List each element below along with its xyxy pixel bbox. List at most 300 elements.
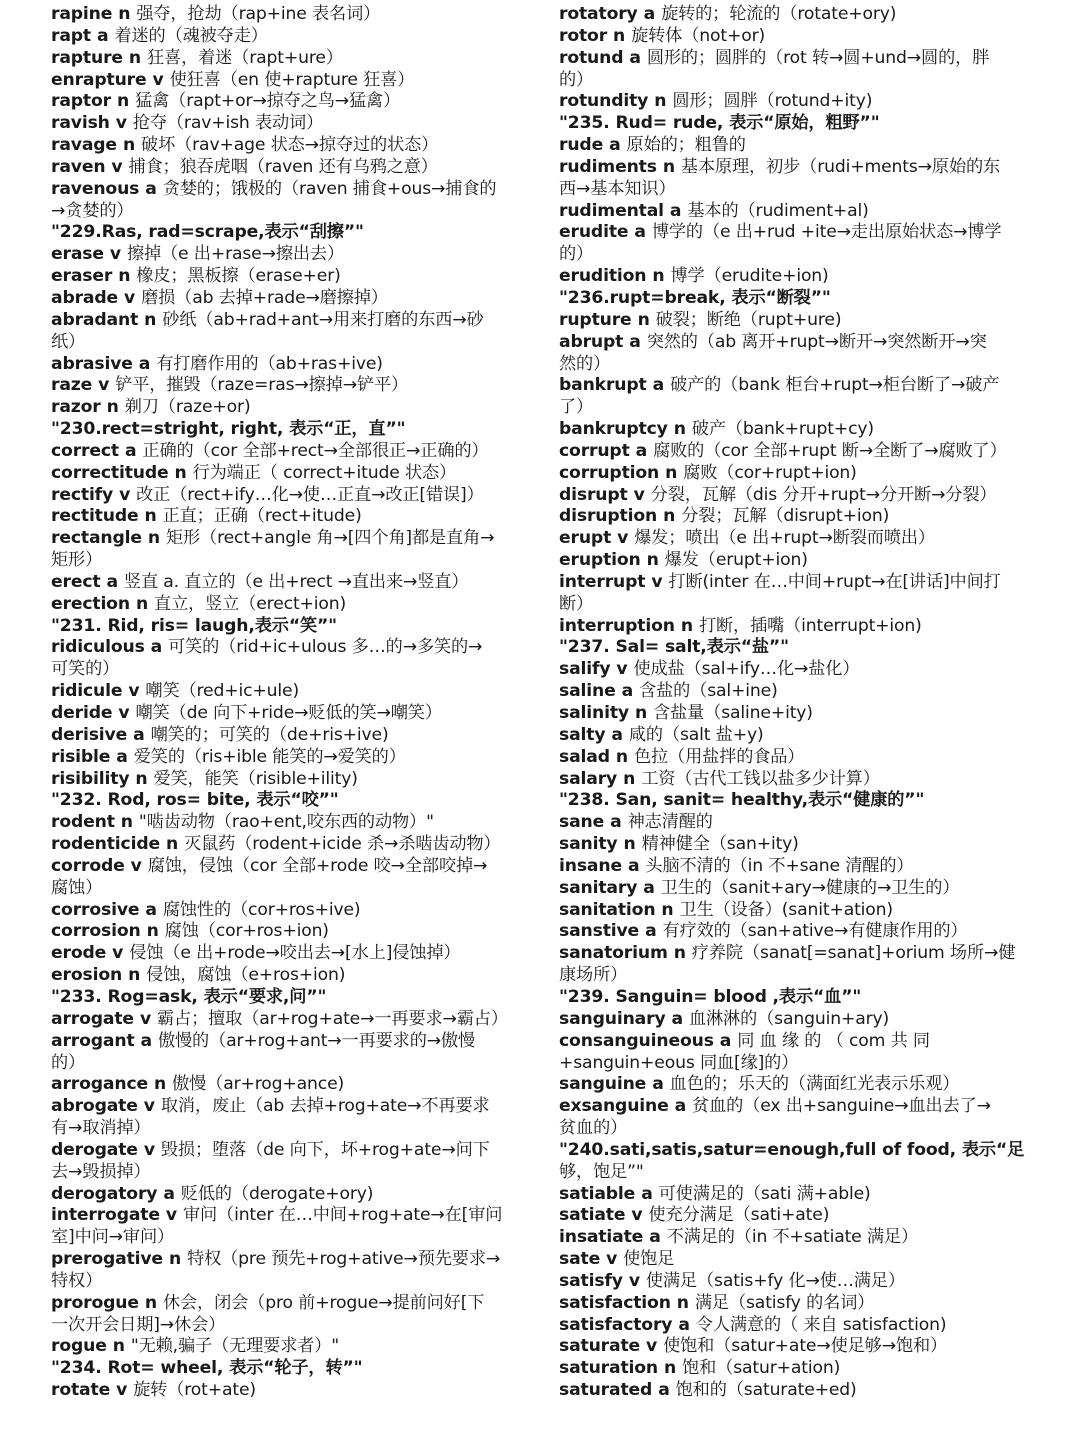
- vocab-entry: [559, 834, 1033, 856]
- headword: derisive: [51, 724, 128, 745]
- part-of-speech: v: [152, 69, 164, 90]
- definition: 使满足（satis+fy 化→使…满足）: [645, 1270, 905, 1291]
- part-of-speech: v: [128, 681, 140, 702]
- definition: 咸的（salt 盐+y): [628, 724, 764, 745]
- part-of-speech: n: [146, 921, 159, 942]
- continuation-text: 康场所）: [559, 965, 628, 986]
- root-heading-text: "231. Rid, ris= laugh,表示“笑”": [51, 615, 337, 636]
- definition: 磨损（ab 去掉+rade→磨擦掉）: [141, 287, 388, 308]
- vocab-entry: [51, 747, 525, 769]
- vocab-entry: [559, 310, 1033, 332]
- headword: salinity: [559, 703, 629, 723]
- vocab-entry: [51, 943, 525, 965]
- vocab-entry: [51, 135, 525, 157]
- definition: 行为端正（ correct+itude 状态）: [192, 462, 457, 483]
- headword: abrade: [51, 287, 119, 308]
- part-of-speech: a: [678, 1314, 690, 1335]
- root-heading: [51, 790, 525, 812]
- part-of-speech: n: [147, 528, 160, 549]
- headword: sanatorium: [559, 943, 668, 964]
- root-heading-text: "234. Rot= wheel, 表示“轮子，转”": [51, 1358, 363, 1379]
- vocab-entry: [559, 1293, 1033, 1315]
- part-of-speech: v: [143, 1139, 155, 1160]
- definition: 着迷的（魂被夺走）: [114, 25, 268, 46]
- headword: risible: [51, 746, 111, 767]
- headword: correctitude: [51, 462, 169, 483]
- part-of-speech: a: [669, 200, 682, 221]
- definition: 爆发；喷出（e 出+rupt→断裂而喷出）: [634, 528, 935, 549]
- vocab-entry: [51, 1205, 525, 1227]
- definition: 有疗效的（san+ative→有健康作用的）: [662, 921, 968, 942]
- vocab-entry: [51, 1074, 525, 1096]
- definition: 圆形的；圆胖的（rot 转→圆+und→圆的，胖: [646, 47, 990, 68]
- definition: 突然的（ab 离开+rupt→断开→突然断开→突: [646, 331, 987, 352]
- definition-continuation: [559, 397, 1033, 419]
- vocab-entry: [51, 594, 525, 616]
- definition: 傲慢（ar+rog+ance): [172, 1074, 345, 1095]
- headword: rapture: [51, 47, 123, 68]
- vocab-entry: [51, 834, 525, 856]
- headword: corrosive: [51, 899, 140, 920]
- headword: saturation: [559, 1358, 659, 1379]
- vocab-entry: [559, 878, 1033, 900]
- definition: 嘲笑（de 向下+ride→贬低的笑→嘲笑）: [135, 703, 442, 723]
- definition: 卫生的（sanit+ary→健康的→卫生的）: [660, 877, 960, 898]
- headword: ravage: [51, 135, 117, 156]
- definition: 破坏（rav+age 状态→掠夺过的状态）: [141, 135, 439, 156]
- continuation-text: +sanguin+eous 同血[缘]的）: [559, 1052, 799, 1073]
- headword: disrupt: [559, 484, 628, 505]
- definition-continuation: [559, 70, 1033, 92]
- definition: "啮齿动物（rao+ent,咬东西的动物）": [138, 812, 434, 833]
- root-heading-text: "233. Rog=ask, 表示“要求,问”": [51, 986, 327, 1007]
- part-of-speech: v: [651, 571, 663, 592]
- definition: 贫血的（ex 出+sanguine→血出去了→: [692, 1096, 991, 1117]
- vocab-entry: [51, 637, 525, 659]
- definition: 腐败（cor+rupt+ion): [683, 462, 857, 483]
- part-of-speech: n: [174, 462, 187, 483]
- continuation-text: 腐蚀）: [51, 877, 103, 898]
- vocab-entry: [559, 266, 1033, 288]
- headword: erupt: [559, 528, 612, 549]
- definition: 卫生（设备）(sanit+ation): [679, 899, 893, 920]
- definition: 打断(inter 在…中间+rupt→在[讲话]中间打: [668, 571, 1001, 592]
- vocab-entry: [51, 244, 525, 266]
- definition: 贬低的（derogate+ory): [180, 1183, 374, 1204]
- definition: 基本原理，初步（rudi+ments→原始的东: [680, 156, 1001, 177]
- definition: 嘲笑（red+ic+ule): [145, 681, 300, 702]
- headword: erosion: [51, 965, 123, 986]
- definition: 侵蚀，腐蚀（e+ros+ion): [146, 965, 346, 986]
- part-of-speech: v: [109, 244, 121, 265]
- definition: 博学的（e 出+rud +ite→走出原始状态→博学: [651, 222, 1002, 243]
- vocab-entry: [51, 725, 525, 747]
- part-of-speech: n: [168, 1249, 182, 1270]
- vocab-entry: [559, 1336, 1033, 1358]
- vocab-entry: [559, 332, 1033, 354]
- part-of-speech: n: [122, 135, 136, 156]
- continuation-text: 纸）: [51, 331, 86, 352]
- part-of-speech: v: [124, 287, 136, 308]
- part-of-speech: a: [645, 921, 657, 942]
- definition: 神志清醒的: [627, 812, 713, 833]
- vocab-entry: [51, 1184, 525, 1206]
- right-column: [559, 4, 1033, 1402]
- root-heading: [559, 637, 1033, 659]
- headword: eruption: [559, 550, 641, 571]
- definition: 旋转体（not+or): [631, 25, 766, 46]
- definition: 精神健全（san+ity): [641, 834, 799, 855]
- root-heading: [51, 419, 525, 441]
- part-of-speech: v: [165, 1205, 177, 1226]
- definition-continuation: [559, 965, 1033, 987]
- root-heading-text: "235. Rud= rude, 表示“原始，粗野”": [559, 113, 880, 134]
- part-of-speech: a: [106, 571, 118, 592]
- part-of-speech: a: [674, 1096, 687, 1117]
- definition: 血淋淋的（sanguin+ary): [688, 1008, 890, 1029]
- continuation-text: 然的）: [559, 353, 611, 374]
- left-column: [51, 4, 525, 1402]
- vocab-entry: [559, 528, 1033, 550]
- headword: correct: [51, 440, 119, 461]
- definition: 霸占；擅取（ar+rog+ate→一再要求→霸占）: [157, 1008, 508, 1029]
- definition-continuation: [51, 878, 525, 900]
- part-of-speech: n: [680, 615, 693, 636]
- definition: 橡皮；黑板擦（erase+er): [136, 266, 341, 287]
- definition-continuation: [51, 1053, 525, 1075]
- vocab-entry: [559, 201, 1033, 223]
- headword: salify: [559, 659, 611, 680]
- definition: 爆发（erupt+ion): [664, 550, 808, 571]
- definition: 休会，闭会（pro 前+rogue→提前问好[下: [162, 1292, 485, 1313]
- vocab-entry: [51, 48, 525, 70]
- part-of-speech: n: [676, 1292, 689, 1313]
- part-of-speech: v: [616, 659, 628, 680]
- part-of-speech: n: [623, 834, 636, 855]
- vocab-entry: [51, 812, 525, 834]
- definition: 同 血 缘 的 （ com 共 同: [737, 1030, 930, 1051]
- vocab-entry: [51, 900, 525, 922]
- part-of-speech: a: [634, 222, 646, 243]
- continuation-text: 去→毁损掉）: [51, 1161, 151, 1182]
- headword: rotor: [559, 25, 608, 46]
- headword: sanguinary: [559, 1008, 666, 1029]
- vocab-entry: [559, 812, 1033, 834]
- root-heading: [559, 288, 1033, 310]
- definition: 基本的（rudiment+al): [687, 200, 869, 221]
- headword: sanguine: [559, 1074, 647, 1095]
- root-heading: [51, 1358, 525, 1380]
- definition: 饱和（satur+ation): [682, 1358, 841, 1379]
- headword: raze: [51, 375, 93, 396]
- definition: 砂纸（ab+rad+ant→用来打磨的东西→砂: [162, 309, 484, 330]
- vocab-entry: [51, 1249, 525, 1271]
- headword: rupture: [559, 309, 632, 330]
- headword: satiate: [559, 1205, 626, 1226]
- root-heading-text: "236.rupt=break, 表示“断裂”": [559, 287, 831, 308]
- vocab-entry: [559, 1315, 1033, 1337]
- part-of-speech: a: [145, 178, 157, 199]
- headword: rotatory: [559, 4, 638, 24]
- continuation-text: 西→基本知识）: [559, 178, 676, 199]
- definition-continuation: [51, 1118, 525, 1140]
- part-of-speech: a: [145, 899, 157, 920]
- vocab-entry: [559, 4, 1033, 26]
- headword: prorogue: [51, 1292, 139, 1313]
- headword: raven: [51, 156, 106, 177]
- part-of-speech: n: [135, 593, 149, 614]
- vocab-entry: [559, 1184, 1033, 1206]
- definition-continuation: [559, 179, 1033, 201]
- part-of-speech: n: [654, 91, 667, 112]
- vocab-entry: [559, 1249, 1033, 1271]
- vocab-entry: [51, 769, 525, 791]
- definition: 有打磨作用的（ab+ras+ive): [156, 353, 383, 374]
- vocab-entry: [559, 26, 1033, 48]
- definition: 工资（古代工钱以盐多少计算）: [641, 768, 880, 789]
- part-of-speech: n: [652, 266, 665, 287]
- definition: 色拉（用盐拌的食品）: [633, 746, 805, 767]
- definition-continuation: [51, 1271, 525, 1293]
- root-heading: [51, 222, 525, 244]
- part-of-speech: n: [646, 550, 659, 571]
- vocab-entry: [51, 485, 525, 507]
- headword: corruption: [559, 462, 660, 483]
- part-of-speech: a: [627, 855, 640, 876]
- continuation-text: →贪婪的）: [51, 200, 134, 221]
- vocab-entry: [559, 659, 1033, 681]
- headword: ravish: [51, 113, 110, 134]
- headword: rodent: [51, 812, 115, 833]
- part-of-speech: a: [97, 25, 109, 46]
- root-heading: [559, 113, 1033, 135]
- vocab-entry: [559, 550, 1033, 572]
- part-of-speech: v: [646, 1336, 658, 1357]
- definition: 可使满足的（sati 满+able): [658, 1183, 871, 1204]
- definition: 毁损；堕落（de 向下，坏+rog+ate→问下: [160, 1139, 490, 1160]
- definition-continuation: [51, 550, 525, 572]
- continuation-text: 矩形）: [51, 550, 103, 571]
- vocab-entry: [559, 419, 1033, 441]
- definition-continuation: [51, 201, 525, 223]
- vocab-entry: [559, 441, 1033, 463]
- vocab-entry: [559, 1074, 1033, 1096]
- definition: 可笑的（rid+ic+ulous 多…的→多笑的→: [168, 637, 483, 658]
- definition: 不满足的（in 不+satiate 满足）: [666, 1227, 919, 1248]
- vocab-entry: [559, 506, 1033, 528]
- definition: 强夺，抢劫（rap+ine 表名词）: [136, 4, 381, 24]
- part-of-speech: n: [106, 397, 119, 418]
- headword: rotundity: [559, 91, 649, 112]
- headword: salty: [559, 724, 606, 745]
- headword: arrogance: [51, 1074, 148, 1095]
- definition: 腐蚀（cor+ros+ion): [164, 921, 329, 942]
- definition-continuation: [51, 332, 525, 354]
- headword: sanity: [559, 834, 618, 855]
- part-of-speech: n: [663, 506, 676, 527]
- definition: 审问（inter 在…中间+rog+ate→在[审问: [182, 1205, 503, 1226]
- part-of-speech: n: [623, 768, 636, 789]
- continuation-text: 室]中问→审问）: [51, 1227, 175, 1248]
- definition: 疗养院（sanat[=sanat]+orium 场所→健: [691, 943, 1016, 964]
- headword: arrogant: [51, 1030, 135, 1051]
- part-of-speech: v: [116, 1380, 128, 1401]
- part-of-speech: a: [609, 135, 621, 156]
- definition: 使成盐（sal+ify…化→盐化）: [633, 659, 860, 680]
- part-of-speech: n: [613, 25, 626, 46]
- definition: "无赖,骗子（无理要求者）": [130, 1336, 340, 1357]
- root-heading: [559, 987, 1033, 1009]
- headword: consanguineous: [559, 1030, 714, 1051]
- part-of-speech: n: [128, 965, 141, 986]
- vocab-entry: [51, 1293, 525, 1315]
- definition-continuation: [559, 594, 1033, 616]
- headword: abrogate: [51, 1096, 138, 1117]
- part-of-speech: v: [633, 484, 645, 505]
- root-heading-text: "240.sati,satis,satur=enough,full of food, 表示“足: [559, 1139, 1025, 1160]
- part-of-speech: n: [135, 768, 148, 789]
- part-of-speech: v: [143, 1096, 155, 1117]
- part-of-speech: n: [144, 1292, 157, 1313]
- headword: abradant: [51, 309, 139, 330]
- vocab-entry: [51, 921, 525, 943]
- definition: 捕食；狼吞虎咽（raven 还有乌鸦之意）: [128, 156, 438, 177]
- part-of-speech: v: [112, 943, 124, 964]
- definition: 铲平，摧毁（raze=ras→擦掉→铲平）: [115, 375, 409, 396]
- definition: 使饱和（satur+ate→使足够→饱和）: [663, 1336, 948, 1357]
- part-of-speech: a: [611, 724, 623, 745]
- part-of-speech: a: [621, 681, 634, 702]
- headword: disruption: [559, 506, 658, 527]
- definition: 特权（pre 预先+rog+ative→预先要求→: [187, 1249, 501, 1270]
- part-of-speech: v: [631, 1205, 643, 1226]
- part-of-speech: a: [641, 1183, 653, 1204]
- vocab-entry: [51, 157, 525, 179]
- definition: 旋转的；轮流的（rotate+ory): [661, 4, 897, 24]
- vocab-entry: [51, 91, 525, 113]
- part-of-speech: v: [139, 1008, 151, 1029]
- part-of-speech: a: [649, 1227, 661, 1248]
- headword: abrupt: [559, 331, 624, 352]
- headword: sanitary: [559, 877, 638, 898]
- vocab-entry: [51, 1336, 525, 1358]
- headword: corrosion: [51, 921, 141, 942]
- part-of-speech: n: [662, 156, 675, 177]
- part-of-speech: n: [116, 91, 130, 112]
- vocab-entry: [559, 1380, 1033, 1402]
- headword: ridicule: [51, 681, 123, 702]
- vocab-entry: [51, 310, 525, 332]
- vocab-entry: [51, 113, 525, 135]
- part-of-speech: n: [112, 1336, 125, 1357]
- headword: ridiculous: [51, 637, 145, 658]
- definition: 剃刀（raze+or): [124, 397, 251, 418]
- vocab-entry: [559, 222, 1033, 244]
- definition: 侵蚀（e 出+rode→咬出去→[水上]侵蚀掉）: [129, 943, 461, 964]
- headword: exsanguine: [559, 1096, 669, 1117]
- definition: 腐蚀，侵蚀（cor 全部+rode 咬→全部咬掉→: [147, 855, 488, 876]
- definition-continuation: [559, 354, 1033, 376]
- vocab-entry: [51, 1009, 525, 1031]
- part-of-speech: a: [643, 877, 655, 898]
- headword: deride: [51, 703, 113, 723]
- vocab-entry: [559, 747, 1033, 769]
- continuation-text: 了）: [559, 397, 594, 418]
- continuation-text: 特权）: [51, 1270, 103, 1291]
- part-of-speech: n: [615, 746, 628, 767]
- headword: erudition: [559, 266, 647, 287]
- headword: insane: [559, 855, 622, 876]
- definition: 使充分满足（sati+ate): [648, 1205, 830, 1226]
- part-of-speech: v: [118, 703, 130, 723]
- headword: interrogate: [51, 1205, 160, 1226]
- definition: 打断，插嘴（interrupt+ion): [698, 615, 922, 636]
- vocab-entry: [51, 441, 525, 463]
- vocab-entry: [51, 4, 525, 26]
- part-of-speech: v: [617, 528, 629, 549]
- part-of-speech: n: [673, 943, 686, 964]
- headword: derogatory: [51, 1183, 158, 1204]
- part-of-speech: a: [150, 637, 163, 658]
- vocab-entry: [559, 1031, 1033, 1053]
- part-of-speech: a: [643, 4, 656, 24]
- vocab-entry: [559, 856, 1033, 878]
- headword: rapine: [51, 4, 113, 24]
- continuation-text: 贫血的）: [559, 1118, 628, 1139]
- definition: 竖直 a. 直立的（e 出+rect →直出来→竖直）: [123, 571, 469, 592]
- headword: sanitation: [559, 899, 656, 920]
- headword: enrapture: [51, 69, 147, 90]
- vocab-entry: [51, 1380, 525, 1402]
- vocab-entry: [51, 965, 525, 987]
- vocab-entry: [51, 397, 525, 419]
- continuation-text: 可笑的）: [51, 659, 120, 680]
- vocab-entry: [51, 375, 525, 397]
- headword: arrogate: [51, 1008, 134, 1029]
- definition: 直立，竖立（erect+ion): [154, 593, 347, 614]
- vocab-entry: [559, 135, 1033, 157]
- continuation-text: 的）: [559, 244, 594, 265]
- definition-continuation: [559, 244, 1033, 266]
- root-heading: [51, 616, 525, 638]
- vocab-entry: [51, 266, 525, 288]
- headword: sane: [559, 812, 605, 833]
- part-of-speech: n: [637, 309, 650, 330]
- headword: rogue: [51, 1336, 107, 1357]
- headword: razor: [51, 397, 101, 418]
- definition: 爱笑，能笑（risible+ility): [153, 768, 358, 789]
- headword: erudite: [559, 222, 629, 243]
- vocab-entry: [559, 1009, 1033, 1031]
- headword: rectify: [51, 484, 114, 505]
- vocab-entry: [51, 1096, 525, 1118]
- part-of-speech: a: [133, 724, 145, 745]
- vocab-entry: [51, 572, 525, 594]
- vocab-entry: [559, 157, 1033, 179]
- definition: 正确的（cor 全部+rect→全部很正→正确的）: [142, 440, 489, 461]
- headword: bankrupt: [559, 375, 647, 396]
- definition: 含盐量（saline+ity): [653, 703, 813, 723]
- headword: interruption: [559, 615, 675, 636]
- definition: 正直；正确（rect+itude): [162, 506, 362, 527]
- headword: erection: [51, 593, 130, 614]
- definition: 改正（rect+ify…化→使…正直→改正[错误]）: [136, 484, 484, 505]
- definition: 使狂喜（en 使+rapture 狂喜）: [169, 69, 415, 90]
- vocab-entry: [559, 91, 1033, 113]
- vocab-entry: [51, 463, 525, 485]
- definition: 灭鼠药（rodent+icide 杀→杀啮齿动物）: [184, 834, 501, 855]
- definition: 擦掉（e 出+rase→擦出去）: [126, 244, 345, 265]
